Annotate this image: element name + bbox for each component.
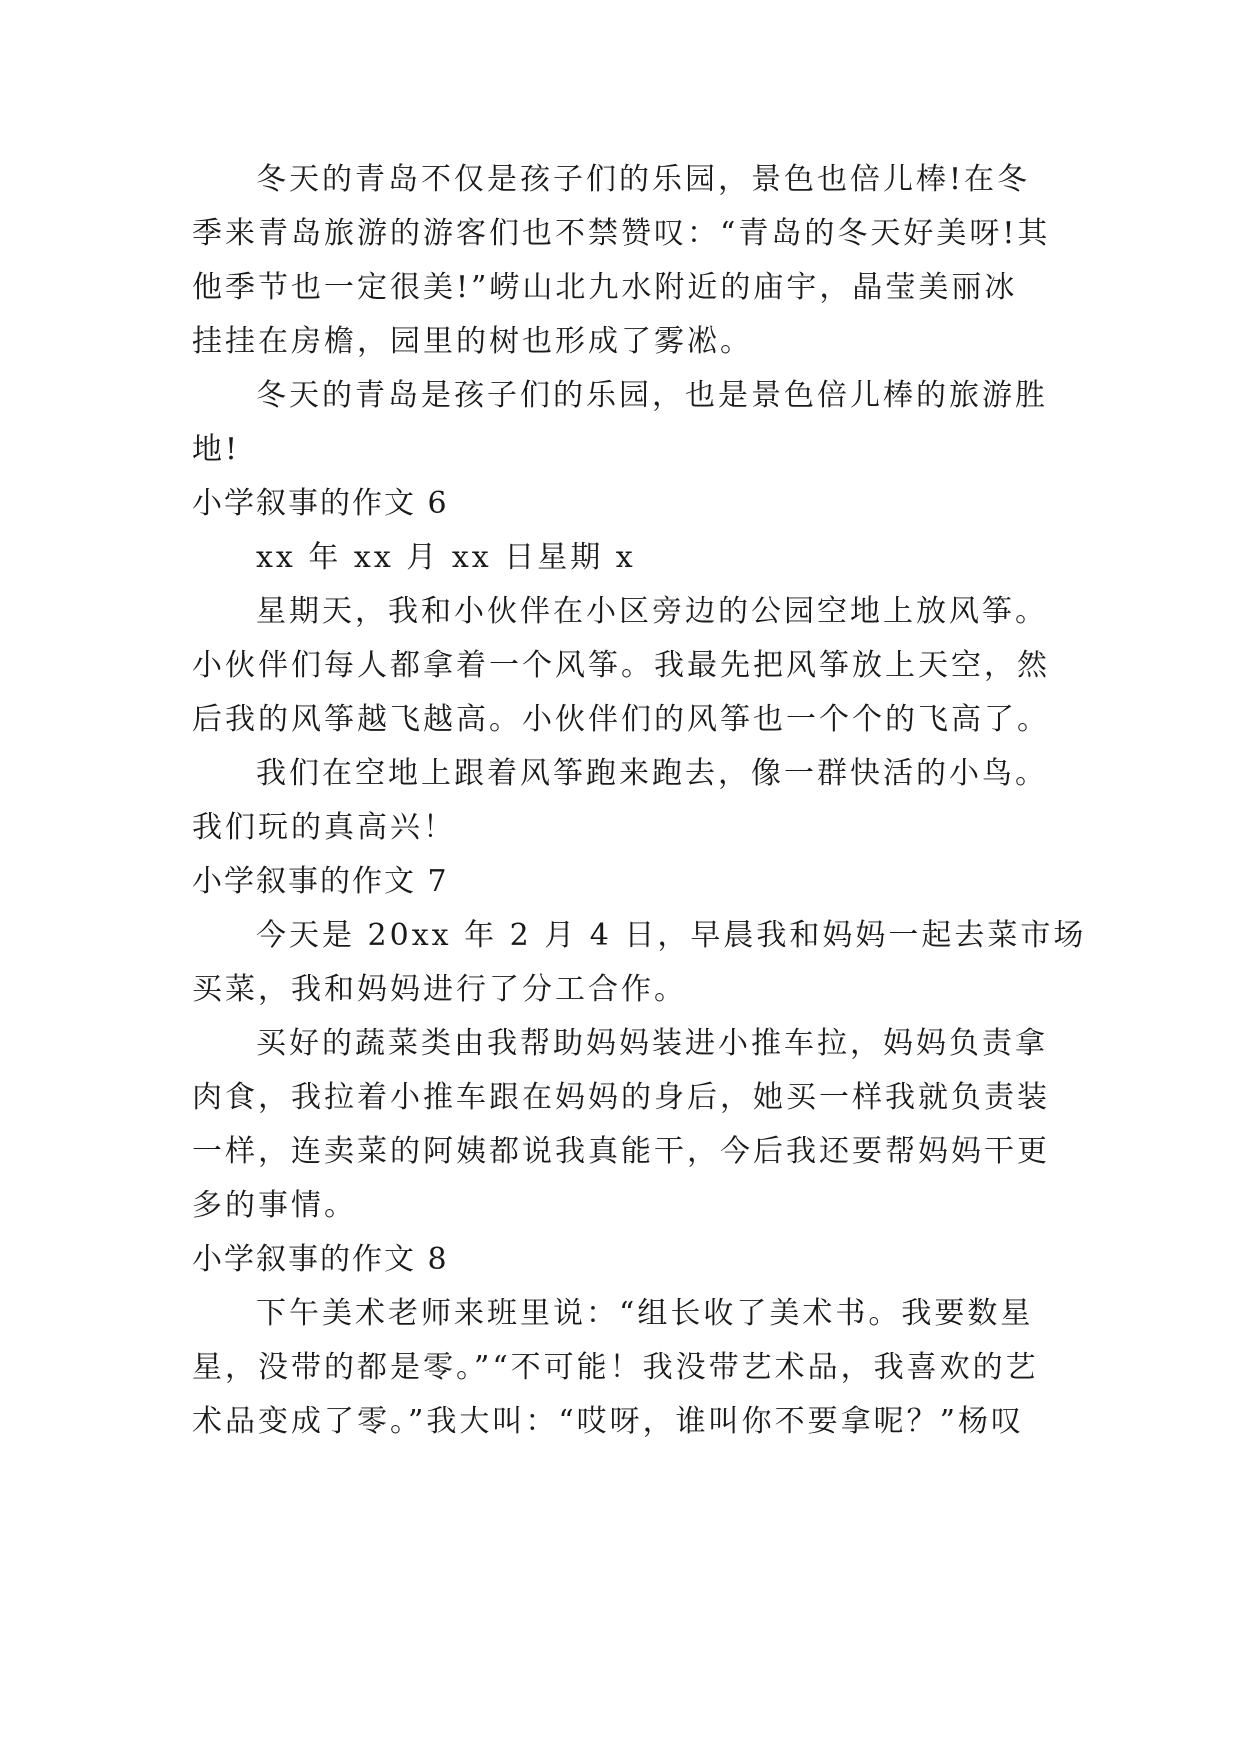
paragraph-line: 买菜，我和妈妈进行了分工合作。 bbox=[192, 972, 687, 1007]
paragraph-line: 后我的风筝越飞越高。小伙伴们的风筝也一个个的飞高了。 bbox=[192, 702, 1050, 737]
paragraph-line: 星，没带的都是零。”“不可能！我没带艺术品，我喜欢的艺 bbox=[192, 1350, 1039, 1385]
paragraph-line: 多的事情。 bbox=[192, 1188, 357, 1223]
paragraph-line: 买好的蔬菜类由我帮助妈妈装进小推车拉，妈妈负责拿 bbox=[256, 1026, 1048, 1061]
paragraph-line: 术品变成了零。”我大叫：“哎呀，谁叫你不要拿呢？”杨叹 bbox=[192, 1404, 1025, 1439]
paragraph-line: 冬天的青岛是孩子们的乐园，也是景色倍儿棒的旅游胜 bbox=[256, 378, 1048, 413]
section-heading: 小学叙事的作文 7 bbox=[192, 864, 449, 899]
paragraph-line: 一样，连卖菜的阿姨都说我真能干，今后我还要帮妈妈干更 bbox=[192, 1134, 1050, 1169]
paragraph-line: 肉食，我拉着小推车跟在妈妈的身后，她买一样我就负责装 bbox=[192, 1080, 1050, 1115]
paragraph-line: 星期天，我和小伙伴在小区旁边的公园空地上放风筝。 bbox=[256, 594, 1048, 629]
paragraph-line: 小伙伴们每人都拿着一个风筝。我最先把风筝放上天空，然 bbox=[192, 648, 1050, 683]
paragraph-line: 我们在空地上跟着风筝跑来跑去，像一群快活的小鸟。 bbox=[256, 756, 1048, 791]
paragraph-line: 冬天的青岛不仅是孩子们的乐园，景色也倍儿棒!在冬 bbox=[256, 162, 1031, 197]
section-heading: 小学叙事的作文 8 bbox=[192, 1242, 449, 1277]
section-heading: 小学叙事的作文 6 bbox=[192, 486, 449, 521]
paragraph-line: 我们玩的真高兴！ bbox=[192, 810, 456, 845]
paragraph-line: 下午美术老师来班里说：“组长收了美术书。我要数星 bbox=[256, 1296, 1034, 1331]
paragraph-line: 挂挂在房檐，园里的树也形成了雾凇。 bbox=[192, 324, 753, 359]
paragraph-line: 今天是 20xx 年 2 月 4 日，早晨我和妈妈一起去菜市场 bbox=[256, 918, 1087, 953]
paragraph-line: 季来青岛旅游的游客们也不禁赞叹：“青岛的冬天好美呀!其 bbox=[192, 216, 1051, 251]
date-line: xx 年 xx 月 xx 日星期 x bbox=[256, 540, 636, 575]
paragraph-line: 地! bbox=[192, 432, 241, 467]
paragraph-line: 他季节也一定很美!”崂山北九水附近的庙宇，晶莹美丽冰 bbox=[192, 270, 1018, 305]
